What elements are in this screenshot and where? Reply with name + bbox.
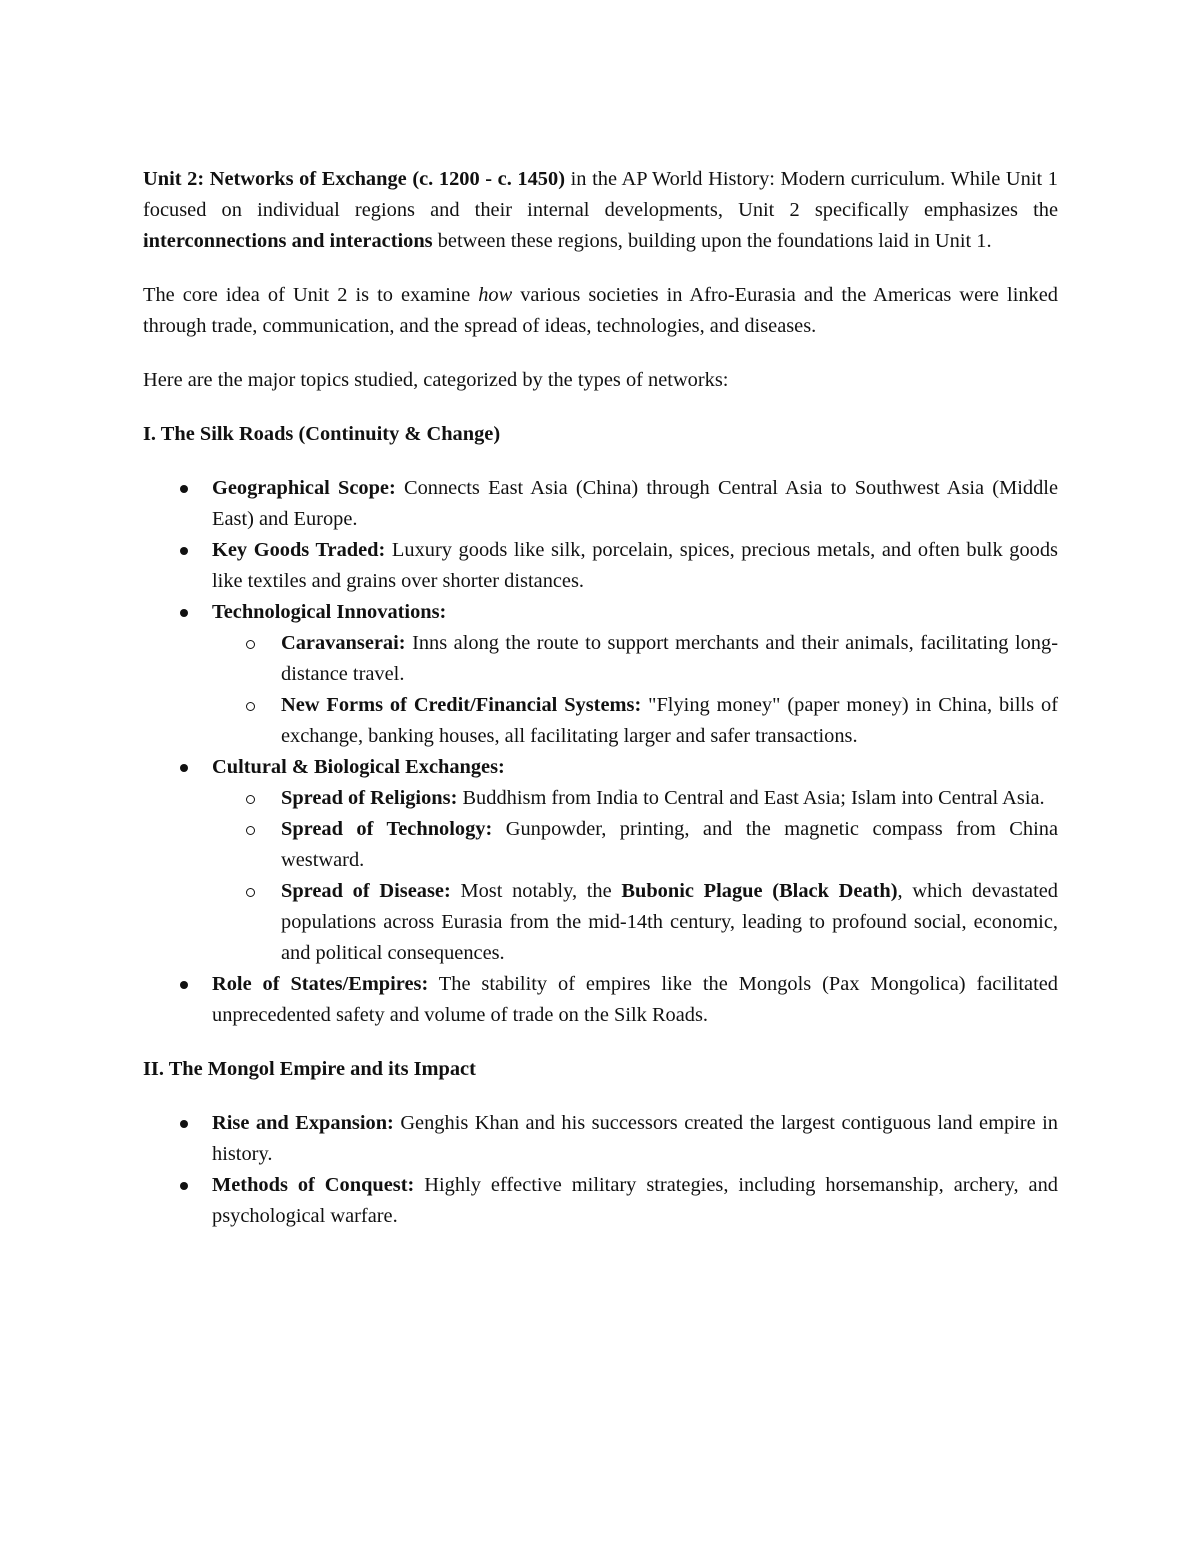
bullet-icon [180,1120,188,1128]
core-emphasis: how [478,284,513,306]
circle-bullet-icon [246,826,255,835]
circle-bullet-icon [246,795,255,804]
item-text: Highly effective military strategies, including horsemanship, archery, and psychological warfare. [212,1174,1058,1227]
bullet-icon [180,609,188,617]
sub-list [212,783,1058,969]
sub-item-text: "Flying money" (paper money) in China, bills of exchange, banking houses, all facilitating larger and safer transactions. [281,694,1058,747]
list-item [143,597,1058,752]
list-item [143,535,1058,597]
sub-list-item [210,814,1058,876]
core-idea-paragraph [143,280,1058,342]
sub-item-text: Gunpowder, printing, and the magnetic compass from China westward. [281,818,1058,871]
silk-roads-list [143,473,1058,1031]
circle-bullet-icon [246,640,255,649]
item-text: The stability of empires like the Mongols (Pax Mongolica) facilitated unprecedented safety and volume of trade on the Silk Roads. [212,973,1058,1026]
item-label: Rise and Expansion: [212,1112,394,1134]
item-text: Genghis Khan and his successors created the largest contiguous land empire in history. [212,1112,1058,1165]
section-heading-mongol-empire: II. The Mongol Empire and its Impact [143,1058,476,1080]
sub-item-label: Spread of Religions: [281,787,458,809]
sub-list-item [210,628,1058,690]
intro-text-end: between these regions, building upon the foundations laid in Unit 1. [432,230,992,252]
item-text: Luxury goods like silk, porcelain, spices, precious metals, and often bulk goods like textiles and grains over shorter distances. [212,539,1058,592]
core-text: The core idea of Unit 2 is to examine [143,284,479,306]
bullet-icon [180,764,188,772]
sub-item-label: Caravanserai: [281,632,406,654]
sub-item-label: Spread of Disease: [281,880,451,902]
list-item [143,1108,1058,1170]
item-label: Cultural & Biological Exchanges: [212,756,505,778]
core-text-end: various societies in Afro-Eurasia and the Americas were linked through trade, communication, and the spread of ideas, technologies, and diseases. [143,284,1058,337]
list-item [143,473,1058,535]
item-label: Key Goods Traded: [212,539,386,561]
list-item [143,969,1058,1031]
bullet-icon [180,1182,188,1190]
sub-item-text: Buddhism from India to Central and East Asia; Islam into Central Asia. [457,787,1045,809]
circle-bullet-icon [246,888,255,897]
mongol-empire-list [143,1108,1058,1232]
bullet-icon [180,981,188,989]
item-label: Geographical Scope: [212,477,396,499]
unit-title: Unit 2: Networks of Exchange (c. 1200 - c. 1450) [143,168,565,190]
sub-item-text-end: , which devastated populations across Eurasia from the mid-14th century, leading to profound social, economic, and political consequences. [281,880,1058,964]
section-heading-silk-roads: I. The Silk Roads (Continuity & Change) [143,423,501,445]
item-label: Role of States/Empires: [212,973,429,995]
sub-list-item [210,783,1058,814]
document-body [143,164,1058,1232]
sub-list-item [210,690,1058,752]
sub-item-emphasis: Bubonic Plague (Black Death) [621,880,898,902]
sub-item-label: New Forms of Credit/Financial Systems: [281,694,642,716]
sub-list-item [210,876,1058,969]
circle-bullet-icon [246,702,255,711]
sub-item-text: Inns along the route to support merchants and their animals, facilitating long-distance travel. [281,632,1058,685]
list-item [143,1170,1058,1232]
item-label: Methods of Conquest: [212,1174,415,1196]
item-label: Technological Innovations: [212,601,447,623]
sub-list [212,628,1058,752]
sub-item-text: Most notably, the [450,880,622,902]
bullet-icon [180,547,188,555]
item-text: Connects East Asia (China) through Central Asia to Southwest Asia (Middle East) and Europe. [212,477,1059,530]
intro-paragraph [143,164,1058,257]
intro-text: in the AP World History: Modern curriculum. While Unit 1 focused on individual regions and their internal developments, Unit 2 specifically emphasizes the [143,168,1058,221]
bullet-icon [180,485,188,493]
list-item [143,752,1058,969]
intro-emphasis: interconnections and interactions [143,230,433,252]
sub-item-label: Spread of Technology: [281,818,493,840]
topics-intro: Here are the major topics studied, categorized by the types of networks: [143,369,729,391]
